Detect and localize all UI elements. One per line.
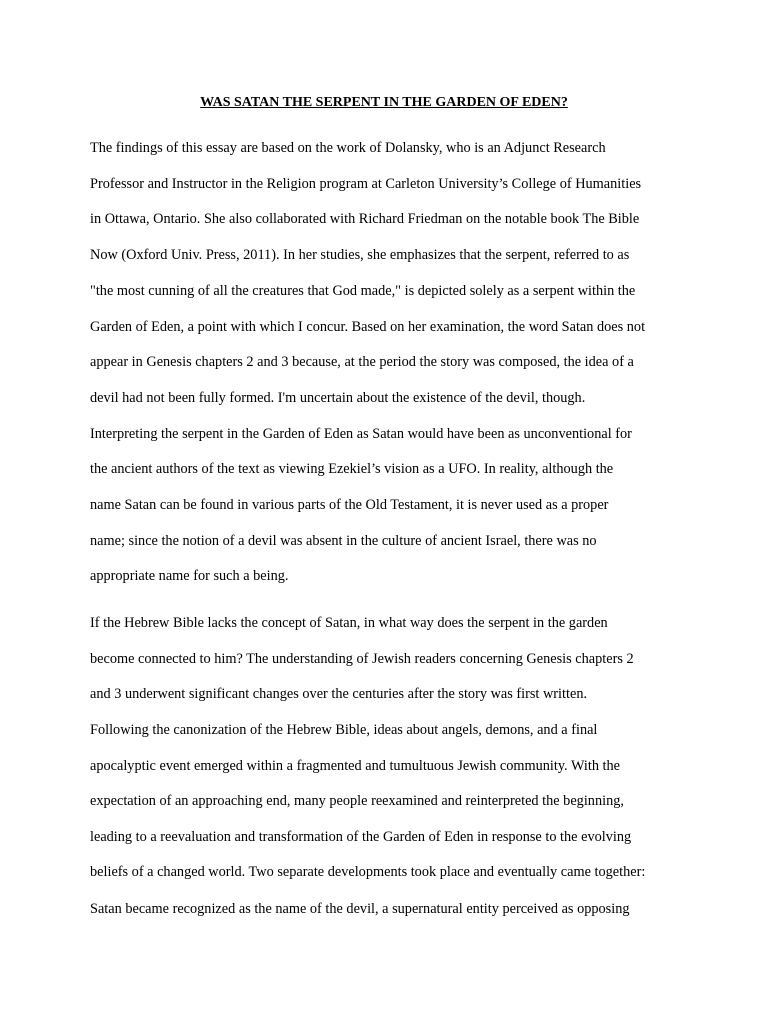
- text-line: The findings of this essay are based on the work of Dolansky, who is an Adjunct Research: [90, 140, 606, 156]
- document-title: WAS SATAN THE SERPENT IN THE GARDEN OF EDEN?: [200, 95, 568, 110]
- text-line: If the Hebrew Bible lacks the concept of Satan, in what way does the serpent in the garden: [90, 615, 608, 631]
- text-line: name Satan can be found in various parts of the Old Testament, it is never used as a proper: [90, 497, 609, 513]
- text-line: devil had not been fully formed. I'm uncertain about the existence of the devil, though.: [90, 390, 586, 406]
- text-line: in Ottawa, Ontario. She also collaborated with Richard Friedman on the notable book The Bible: [90, 211, 640, 227]
- text-line: leading to a reevaluation and transformation of the Garden of Eden in response to the evolving: [90, 829, 632, 845]
- text-line: Garden of Eden, a point with which I concur. Based on her examination, the word Satan does not: [90, 319, 646, 335]
- text-line: apocalyptic event emerged within a fragmented and tumultuous Jewish community. With the: [90, 758, 621, 774]
- text-line: beliefs of a changed world. Two separate developments took place and eventually came together:: [90, 864, 646, 880]
- text-line: and 3 underwent significant changes over the centuries after the story was first written.: [90, 686, 588, 702]
- text-line: Satan became recognized as the name of the devil, a supernatural entity perceived as opposing: [90, 901, 630, 917]
- text-line: appear in Genesis chapters 2 and 3 because, at the period the story was composed, the idea of a: [90, 354, 634, 370]
- text-line: appropriate name for such a being.: [90, 568, 289, 584]
- text-line: Interpreting the serpent in the Garden of Eden as Satan would have been as unconventional for: [90, 426, 632, 442]
- text-line: Now (Oxford Univ. Press, 2011). In her studies, she emphasizes that the serpent, referred to as: [90, 247, 630, 263]
- text-line: the ancient authors of the text as viewing Ezekiel’s vision as a UFO. In reality, although the: [90, 461, 614, 477]
- text-line: "the most cunning of all the creatures that God made," is depicted solely as a serpent within the: [90, 283, 636, 299]
- text-line: expectation of an approaching end, many people reexamined and reinterpreted the beginning,: [90, 793, 624, 809]
- text-line: become connected to him? The understanding of Jewish readers concerning Genesis chapters 2: [90, 651, 634, 667]
- text-line: name; since the notion of a devil was absent in the culture of ancient Israel, there was no: [90, 533, 597, 549]
- text-line: Following the canonization of the Hebrew Bible, ideas about angels, demons, and a final: [90, 722, 598, 738]
- text-line: Professor and Instructor in the Religion program at Carleton University’s College of Humanities: [90, 176, 642, 192]
